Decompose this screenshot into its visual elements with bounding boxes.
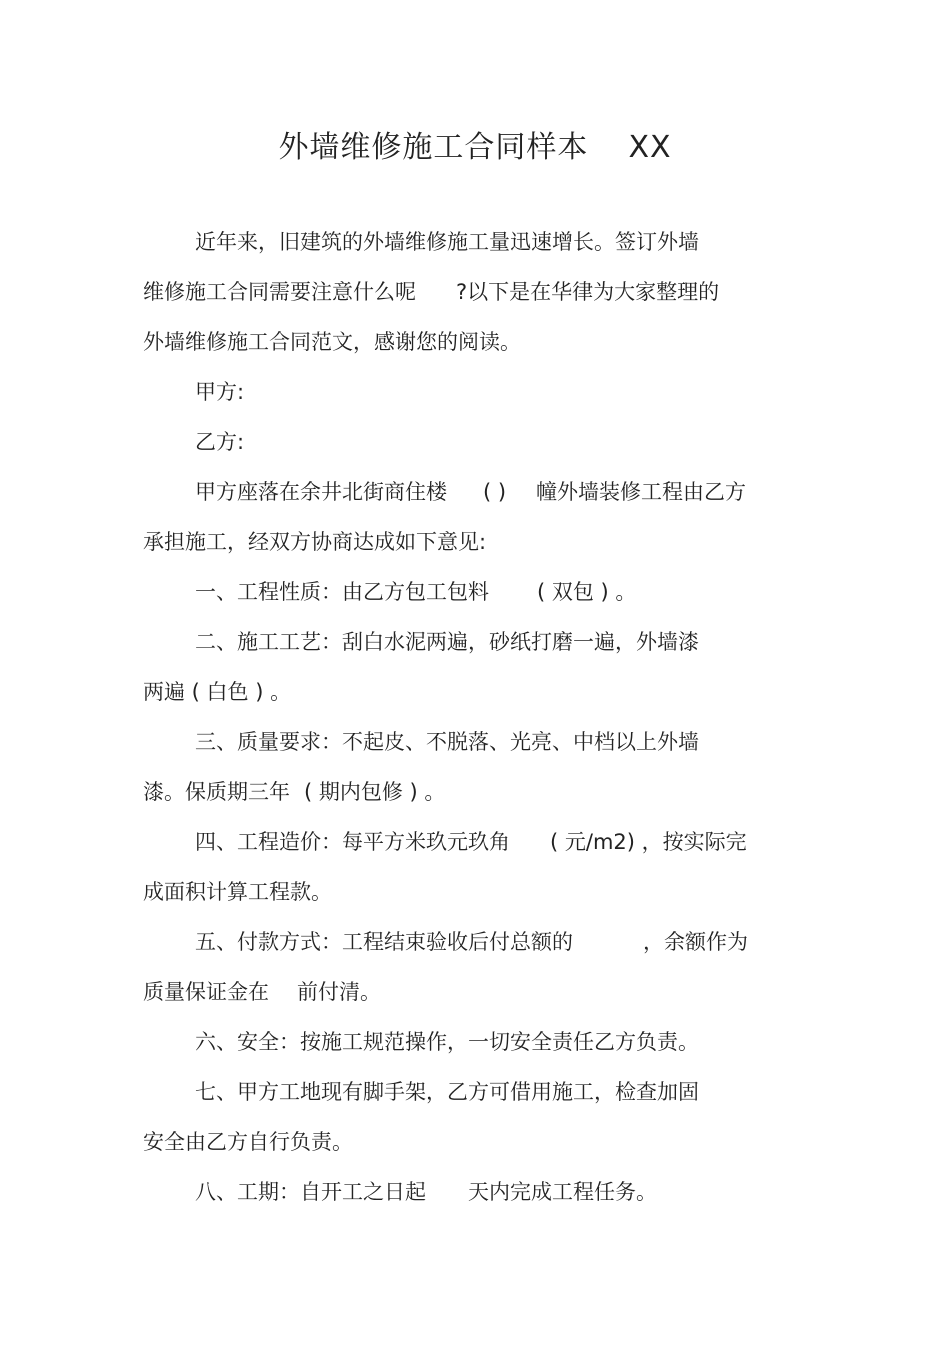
- clause-3-part-b: ( 期内包修 ) 。: [304, 780, 446, 804]
- clause-3-part-a: 漆。保质期三年: [143, 780, 290, 804]
- clause-5-part-d: 前付清。: [297, 980, 381, 1004]
- party-a-label: 甲方:: [195, 380, 245, 404]
- clause-7-line-2: 安全由乙方自行负责。: [143, 1130, 353, 1154]
- intro-line-2-part-a: 维修施工合同需要注意什么呢: [143, 280, 416, 304]
- clause-1-part-b: ( 双包 ) 。: [537, 580, 637, 604]
- clause-1-part-a: 一、工程性质：由乙方包工包料: [195, 580, 489, 604]
- clause-4-part-b: ( 元/m2) ，按实际完: [550, 830, 747, 854]
- document-title: [0, 122, 950, 166]
- clause-8: [195, 1178, 657, 1206]
- premise-line-2: 承担施工，经双方协商达成如下意见:: [143, 530, 487, 554]
- clause-5-line-2: [143, 978, 381, 1006]
- premise-part-a: 甲方座落在余井北街商住楼: [195, 480, 447, 504]
- clause-5-part-b: ，余额作为: [643, 930, 748, 954]
- clause-2-line-2: 两遍 ( 白色 ) 。: [143, 680, 292, 704]
- clause-3-line-2: [143, 778, 445, 806]
- intro-line-2: [143, 278, 719, 306]
- premise-line-1: [195, 478, 746, 506]
- clause-4-line-1: [195, 828, 747, 856]
- clause-5-part-c: 质量保证金在: [143, 980, 269, 1004]
- clause-1: [195, 578, 636, 606]
- title-main: 外墙维修施工合同样本: [278, 130, 589, 165]
- clause-6: 六、安全：按施工规范操作，一切安全责任乙方负责。: [195, 1030, 699, 1054]
- premise-part-c: 幢外墙装修工程由乙方: [536, 480, 747, 504]
- intro-line-2-part-b: ?以下是在华律为大家整理的: [456, 280, 720, 304]
- clause-8-part-b: 天内完成工程任务。: [468, 1180, 657, 1204]
- clause-8-part-a: 八、工期：自开工之日起: [195, 1180, 426, 1204]
- title-suffix: XX: [628, 130, 672, 165]
- clause-4-part-a: 四、工程造价：每平方米玖元玖角: [195, 830, 510, 854]
- clause-5-part-a: 五、付款方式：工程结束验收后付总额的: [195, 930, 573, 954]
- premise-part-b: ( ): [483, 480, 507, 504]
- party-b-label: 乙方:: [195, 430, 245, 454]
- clause-2-line-1: 二、施工工艺：刮白水泥两遍，砂纸打磨一遍，外墙漆: [195, 630, 699, 654]
- clause-5-line-1: [195, 928, 748, 956]
- clause-4-line-2: 成面积计算工程款。: [143, 880, 332, 904]
- clause-7-line-1: 七、甲方工地现有脚手架，乙方可借用施工，检查加固: [195, 1080, 699, 1104]
- intro-line-3: 外墙维修施工合同范文，感谢您的阅读。: [143, 330, 521, 354]
- intro-line-1: 近年来，旧建筑的外墙维修施工量迅速增长。签订外墙: [195, 230, 699, 254]
- clause-3-line-1: 三、质量要求：不起皮、不脱落、光亮、中档以上外墙: [195, 730, 699, 754]
